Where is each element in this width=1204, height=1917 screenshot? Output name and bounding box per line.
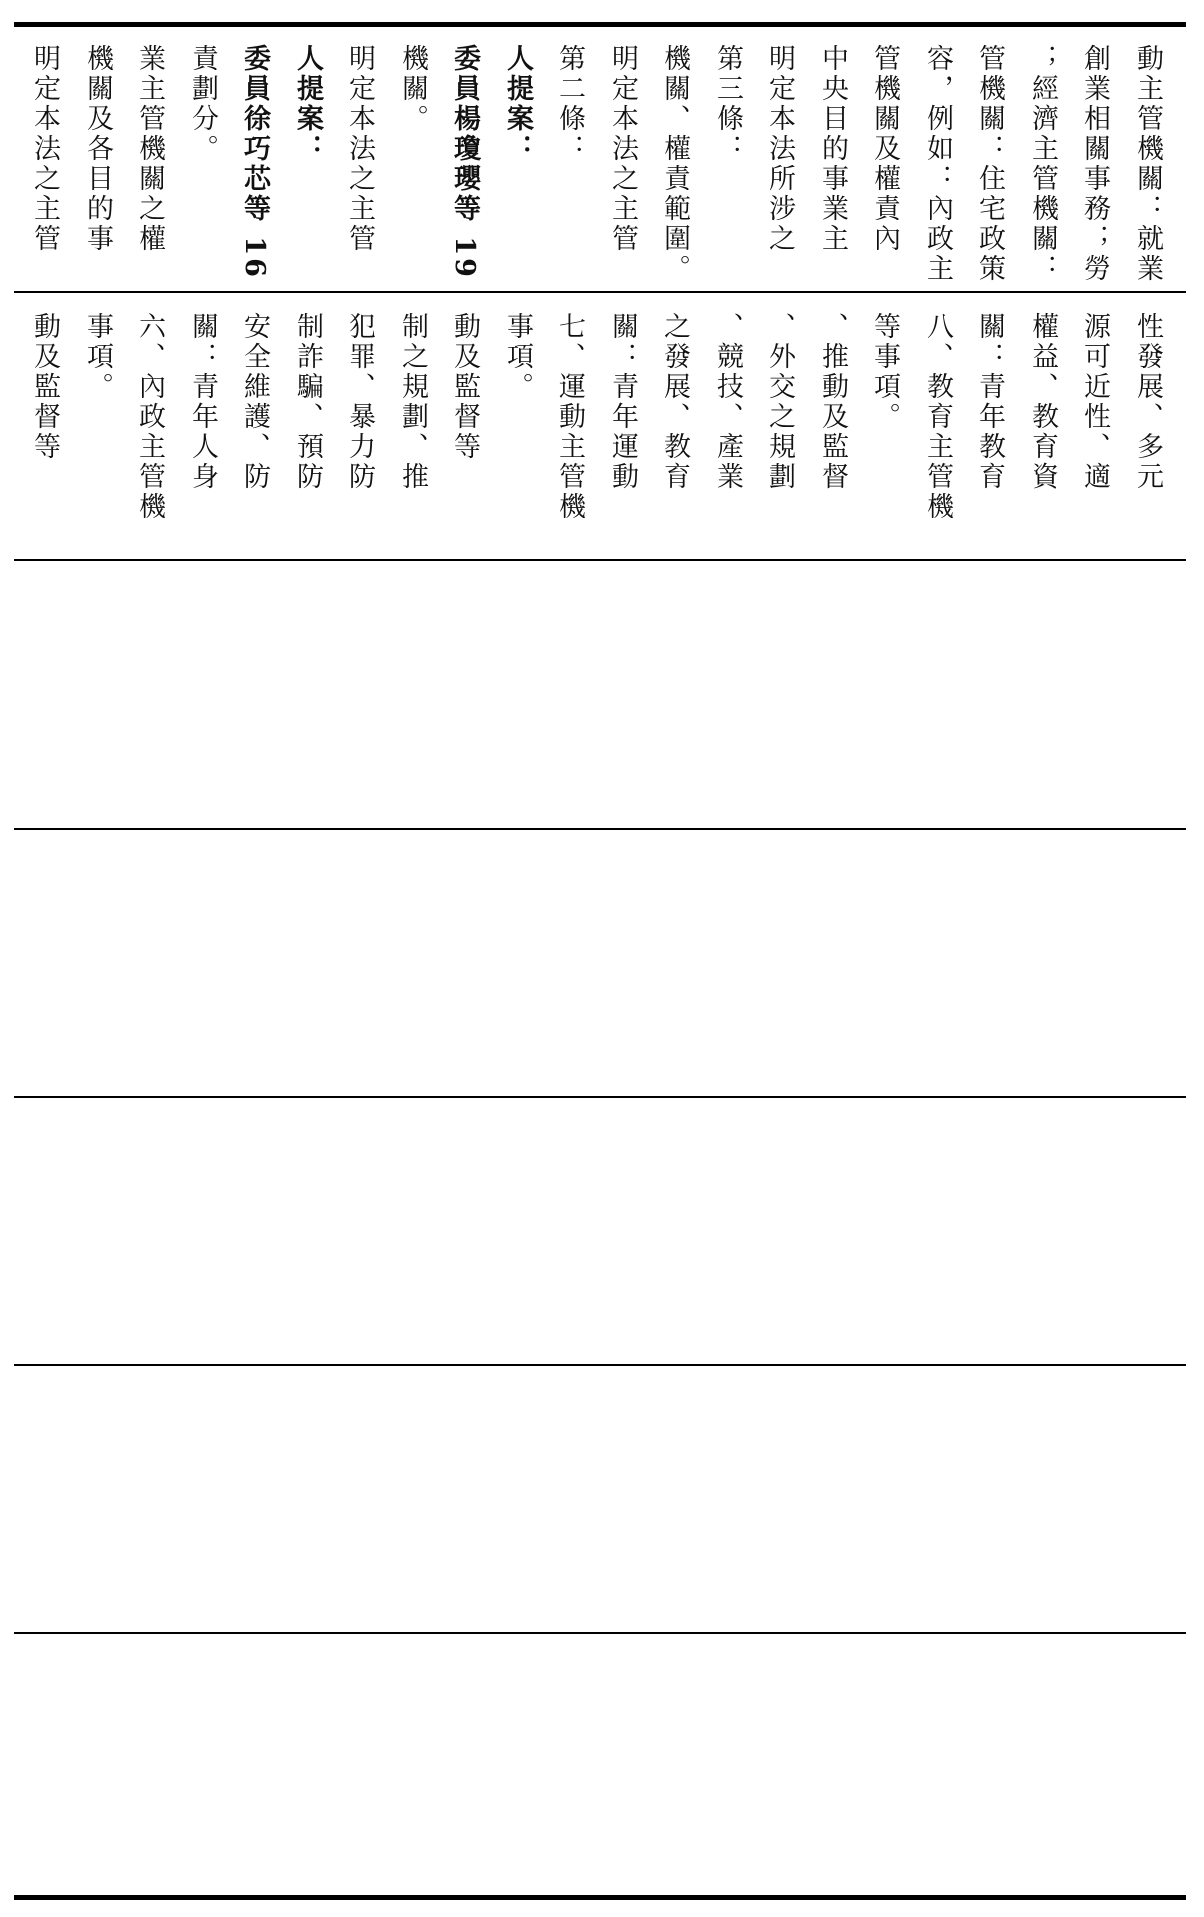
top-row-line: 明定本法之主管 [344, 44, 375, 254]
proposer-heading: 委員徐巧芯等 16 [239, 44, 270, 280]
second-row-line: 動及監督等 [29, 312, 60, 462]
second-row-line: 制之規劃、推 [397, 312, 428, 492]
row-divider-3 [14, 828, 1186, 830]
top-row-line: 明定本法所涉之 [764, 44, 795, 254]
second-row-line: 事項。 [502, 312, 533, 402]
bottom-border-rule [14, 1895, 1186, 1900]
top-row-line: 明定本法之主管 [607, 44, 638, 254]
second-row-line: 六、內政主管機 [134, 312, 165, 522]
second-row-line: 之發展、教育 [659, 312, 690, 492]
row-divider-5 [14, 1364, 1186, 1366]
proposer-heading: 委員楊瓊瓔等 19 [449, 44, 480, 280]
second-row-line: 源可近性、適 [1079, 312, 1110, 492]
top-row-line: 動主管機關：就業 [1132, 44, 1163, 284]
top-row-line: 明定本法之主管 [29, 44, 60, 254]
top-row-line: 管機關及權責內 [869, 44, 900, 254]
second-row-line: 動及監督等 [449, 312, 480, 462]
row-divider-2 [14, 559, 1186, 561]
proposer-heading: 人提案： [292, 44, 323, 164]
top-row-line: 容，例如：內政主 [922, 44, 953, 284]
row-divider-6 [14, 1632, 1186, 1634]
second-row-line: 安全維護、防 [239, 312, 270, 492]
second-row-line: 等事項。 [869, 312, 900, 432]
top-row-line: 管機關：住宅政策 [974, 44, 1005, 284]
second-row-line: 犯罪、暴力防 [344, 312, 375, 492]
second-row-line: 八、教育主管機 [922, 312, 953, 522]
top-border-rule [14, 22, 1186, 27]
top-row-line: 機關、權責範圍。 [659, 44, 690, 284]
top-row-line: 責劃分。 [187, 44, 218, 164]
second-row-line: 、外交之規劃 [764, 312, 795, 492]
second-row-line: 關：青年人身 [187, 312, 218, 492]
top-row-line: 業主管機關之權 [134, 44, 165, 254]
top-row-line: 機關及各目的事 [82, 44, 113, 254]
second-row-line: 關：青年教育 [974, 312, 1005, 492]
second-row-line: 、競技、產業 [712, 312, 743, 492]
second-row-line: 制詐騙、預防 [292, 312, 323, 492]
top-row-line: 創業相關事務；勞 [1079, 44, 1110, 284]
second-row-line: 七、運動主管機 [554, 312, 585, 522]
second-row-line: 事項。 [82, 312, 113, 402]
row-divider-4 [14, 1096, 1186, 1098]
second-row-line: 、推動及監督 [817, 312, 848, 492]
row-divider-1 [14, 291, 1186, 293]
second-row-line: 權益、教育資 [1027, 312, 1058, 492]
top-row-line: ；經濟主管機關： [1027, 44, 1058, 284]
top-row-line: 機關。 [397, 44, 428, 134]
second-row-line: 關：青年運動 [607, 312, 638, 492]
second-row-line: 性發展、多元 [1132, 312, 1163, 492]
top-row-line: 第三條： [712, 44, 743, 164]
proposer-heading: 人提案： [502, 44, 533, 164]
top-row-line: 第二條： [554, 44, 585, 164]
top-row-line: 中央目的事業主 [817, 44, 848, 254]
